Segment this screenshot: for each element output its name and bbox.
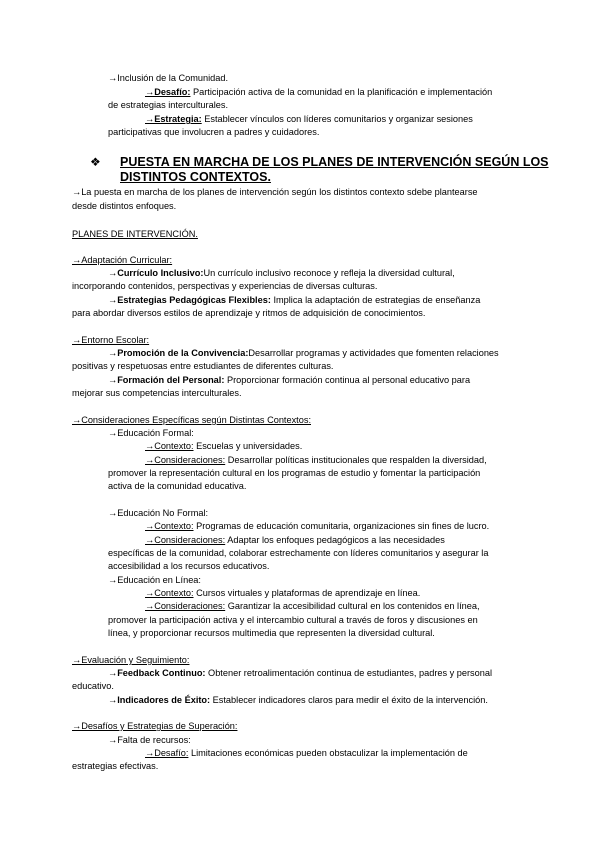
- estrategias-ped-text: Implica la adaptación de estrategias de enseñanza: [270, 295, 481, 305]
- inclusion-desafio-cont: de estrategias interculturales.: [108, 100, 229, 110]
- linea-contexto-line: [145, 587, 420, 600]
- formal-cons-cont-2: activa de la comunidad educativa.: [108, 481, 247, 491]
- promocion-text: Desarrollar programas y actividades que fomenten relaciones: [248, 348, 499, 358]
- linea-cons-line: [145, 600, 480, 613]
- formacion-text: Proporcionar formación continua al personal educativo para: [224, 375, 471, 385]
- adaptacion-title: →Adaptación Curricular:: [72, 255, 173, 265]
- feedback-cont: educativo.: [72, 681, 114, 691]
- estrategias-ped-label: →Estrategias Pedagógicas Flexibles:: [108, 295, 271, 305]
- formal-title: →Educación Formal:: [108, 428, 194, 438]
- indicadores-label: →Indicadores de Éxito:: [108, 695, 211, 705]
- evaluacion-title: →Evaluación y Seguimiento:: [72, 655, 190, 665]
- falta-desafio-text: Limitaciones económicas pueden obstaculizar la implementación de: [188, 748, 468, 758]
- consideraciones-label: →Consideraciones:: [145, 455, 226, 465]
- linea-cons-cont-2: línea, y proporcionar recursos multimedia que representen la diversidad cultural.: [108, 628, 435, 638]
- promocion-line: [108, 347, 499, 360]
- inclusion-estrategia-line: [145, 113, 473, 126]
- linea-cons-cont-1: promover la participación activa y el intercambio cultural a través de foros y discusiones en: [108, 615, 478, 625]
- noformal-title: →Educación No Formal:: [108, 508, 209, 518]
- inclusion-desafio-text: Participación activa de la comunidad en la planificación e implementación: [190, 87, 493, 97]
- feedback-line: [108, 667, 492, 680]
- falta-desafio-line: [145, 747, 468, 760]
- planes-title: PLANES DE INTERVENCIÓN.: [72, 229, 198, 239]
- falta-title: →Falta de recursos:: [108, 735, 191, 745]
- intro-line-2: desde distintos enfoques.: [72, 201, 177, 211]
- inclusion-estrategia-cont: participativas que involucren a padres y cuidadores.: [108, 127, 320, 137]
- indicadores-line: [108, 694, 488, 707]
- formal-contexto-line: [145, 440, 302, 453]
- curriculo-label: →Currículo Inclusivo:: [108, 268, 204, 278]
- consideraciones-label: →Consideraciones:: [145, 601, 226, 611]
- feedback-label: →Feedback Continuo:: [108, 668, 206, 678]
- contexto-label: →Contexto:: [145, 441, 194, 451]
- intro-line-1: →La puesta en marcha de los planes de intervención según los distintos contexto sdebe plantearse: [72, 187, 478, 197]
- inclusion-desafio-line: [145, 86, 492, 99]
- desafio-label: →Desafío:: [145, 87, 191, 97]
- estrategia-label: →Estrategia:: [145, 114, 202, 124]
- desafio-label: →Desafío:: [145, 748, 189, 758]
- diamond-bullet-icon: ❖: [90, 155, 101, 169]
- curriculo-line: [108, 267, 455, 280]
- linea-cons-text: Garantizar la accesibilidad cultural en los contenidos en línea,: [225, 601, 480, 611]
- estrategias-ped-line: [108, 294, 480, 307]
- falta-desafio-cont: estrategias efectivas.: [72, 761, 159, 771]
- promocion-label: →Promoción de la Convivencia:: [108, 348, 249, 358]
- contexto-label: →Contexto:: [145, 588, 194, 598]
- formacion-line: [108, 374, 470, 387]
- noformal-cons-cont-2: accesibilidad a los recursos educativos.: [108, 561, 270, 571]
- formal-cons-line: [145, 454, 487, 467]
- noformal-cons-line: [145, 534, 445, 547]
- linea-title: →Educación en Línea:: [108, 575, 201, 585]
- feedback-text: Obtener retroalimentación continua de estudiantes, padres y personal: [205, 668, 493, 678]
- formal-cons-cont-1: promover la representación cultural en los programas de estudio y fomentar la participación: [108, 468, 481, 478]
- formal-cons-text: Desarrollar políticas institucionales que respalden la diversidad,: [225, 455, 487, 465]
- contexto-label: →Contexto:: [145, 521, 194, 531]
- formal-contexto-text: Escuelas y universidades.: [193, 441, 303, 451]
- noformal-contexto-line: [145, 520, 489, 533]
- linea-contexto-text: Cursos virtuales y plataformas de aprendizaje en línea.: [193, 588, 421, 598]
- curriculo-cont: incorporando contenidos, perspectivas y experiencias de diversas culturas.: [72, 281, 378, 291]
- noformal-cons-text: Adaptar los enfoques pedagógicos a las necesidades: [225, 535, 445, 545]
- desafios-title: →Desafíos y Estrategias de Superación:: [72, 721, 238, 731]
- inclusion-estrategia-text: Establecer vínculos con líderes comunitarios y organizar sesiones: [201, 114, 473, 124]
- noformal-contexto-text: Programas de educación comunitaria, organizaciones sin fines de lucro.: [193, 521, 490, 531]
- entorno-title: →Entorno Escolar:: [72, 335, 150, 345]
- consideraciones-title: →Consideraciones Específicas según Distintas Contextos:: [72, 415, 311, 425]
- promocion-cont: positivas y respetuosas entre estudiantes de diferentes culturas.: [72, 361, 334, 371]
- consideraciones-label: →Consideraciones:: [145, 535, 226, 545]
- formacion-label: →Formación del Personal:: [108, 375, 225, 385]
- noformal-cons-cont-1: específicas de la comunidad, colaborar estrechamente con líderes comunitarios y asegurar la: [108, 548, 489, 558]
- section-heading: PUESTA EN MARCHA DE LOS PLANES DE INTERVENCIÓN SEGÚN LOS DISTINTOS CONTEXTOS.: [120, 155, 549, 184]
- indicadores-text: Establecer indicadores claros para medir el éxito de la intervención.: [210, 695, 488, 705]
- inclusion-title: →Inclusión de la Comunidad.: [108, 73, 229, 83]
- formacion-cont: mejorar sus competencias interculturales.: [72, 388, 242, 398]
- curriculo-text: Un currículo inclusivo reconoce y refleja la diversidad cultural,: [203, 268, 455, 278]
- estrategias-ped-cont: para abordar diversos estilos de aprendizaje y ritmos de adquisición de conocimientos.: [72, 308, 426, 318]
